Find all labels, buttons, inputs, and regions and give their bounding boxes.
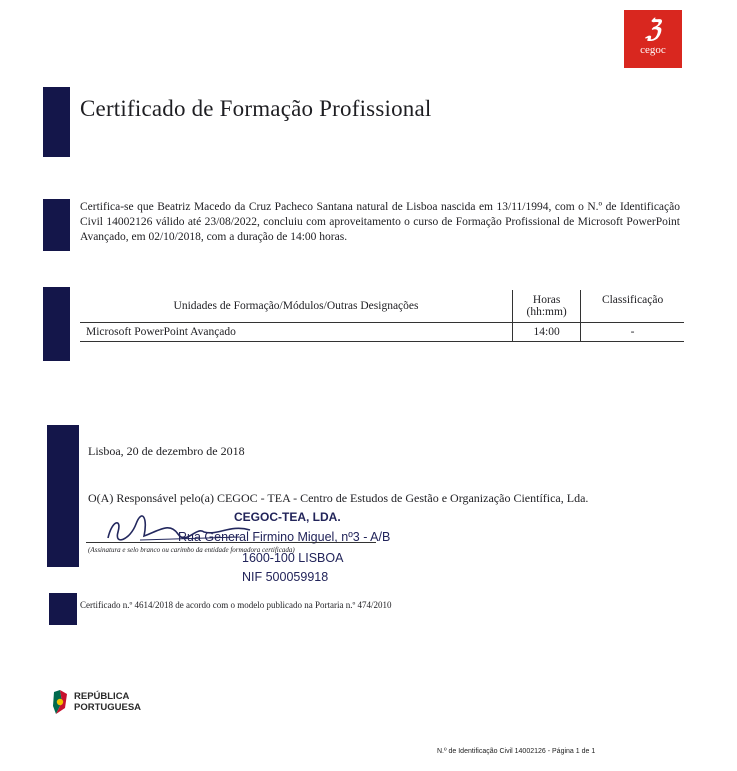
certificate-note: Certificado n.º 4614/2018 de acordo com o modelo publicado na Portaria n.º 474/2010 bbox=[80, 600, 392, 610]
title-accent-bar bbox=[43, 87, 70, 157]
cegoc-logo bbox=[624, 10, 682, 68]
document-title: Certificado de Formação Profissional bbox=[80, 96, 432, 121]
cell-classification: - bbox=[581, 323, 684, 342]
header-classification: Classificação bbox=[581, 290, 684, 323]
cell-hours: 14:00 bbox=[513, 323, 581, 342]
place-date: Lisboa, 20 de dezembro de 2018 bbox=[88, 444, 245, 458]
cegoc-symbol-icon: ℨ bbox=[645, 17, 661, 43]
table-accent-bar bbox=[43, 287, 70, 361]
table-header-row bbox=[80, 290, 684, 323]
stamp-postcode: 1600-100 LISBOA bbox=[242, 551, 344, 565]
header-units: Unidades de Formação/Módulos/Outras Designações bbox=[80, 290, 513, 323]
republica-emblem-icon bbox=[50, 688, 70, 718]
page-footer: N.º de Identificação Civil 14002126 - Página 1 de 1 bbox=[437, 748, 596, 755]
stamp-address: Rua General Firmino Miguel, nº3 - A/B bbox=[178, 530, 391, 544]
cell-unit: Microsoft PowerPoint Avançado bbox=[80, 323, 513, 342]
responsible-line: O(A) Responsável pelo(a) CEGOC - TEA - Centro de Estudos de Gestão e Organização Científica, Lda. bbox=[88, 491, 589, 505]
republica-portuguesa-text bbox=[74, 691, 141, 713]
republica-line-1: REPÚBLICA bbox=[74, 691, 130, 702]
certification-paragraph: Certifica-se que Beatriz Macedo da Cruz Pacheco Santana natural de Lisboa nascida em 13/11/1994, com o N.º de Identificação Civil 14002126 válido até 23/08/2022, concluiu com aproveitamento o curso de Formação Profissional de Microsoft PowerPoint Avançado, em 02/10/2018, com a duração de 14:00 horas. bbox=[80, 201, 680, 243]
signature-line bbox=[86, 542, 376, 543]
table-row bbox=[80, 323, 684, 342]
stamp-company: CEGOC-TEA, LDA. bbox=[234, 510, 341, 524]
signature-accent-bar bbox=[47, 425, 79, 567]
units-table bbox=[80, 290, 684, 342]
cegoc-logo-text: cegoc bbox=[640, 44, 666, 56]
body-accent-bar bbox=[43, 199, 70, 251]
stamp-nif: NIF 500059918 bbox=[242, 570, 329, 584]
republica-line-2: PORTUGUESA bbox=[74, 702, 142, 713]
note-accent-bar bbox=[49, 593, 77, 625]
signature-caption: (Assinatura e selo branco ou carimbo da entidade formadora certificada) bbox=[88, 546, 295, 554]
header-hours: Horas (hh:mm) bbox=[513, 290, 581, 323]
